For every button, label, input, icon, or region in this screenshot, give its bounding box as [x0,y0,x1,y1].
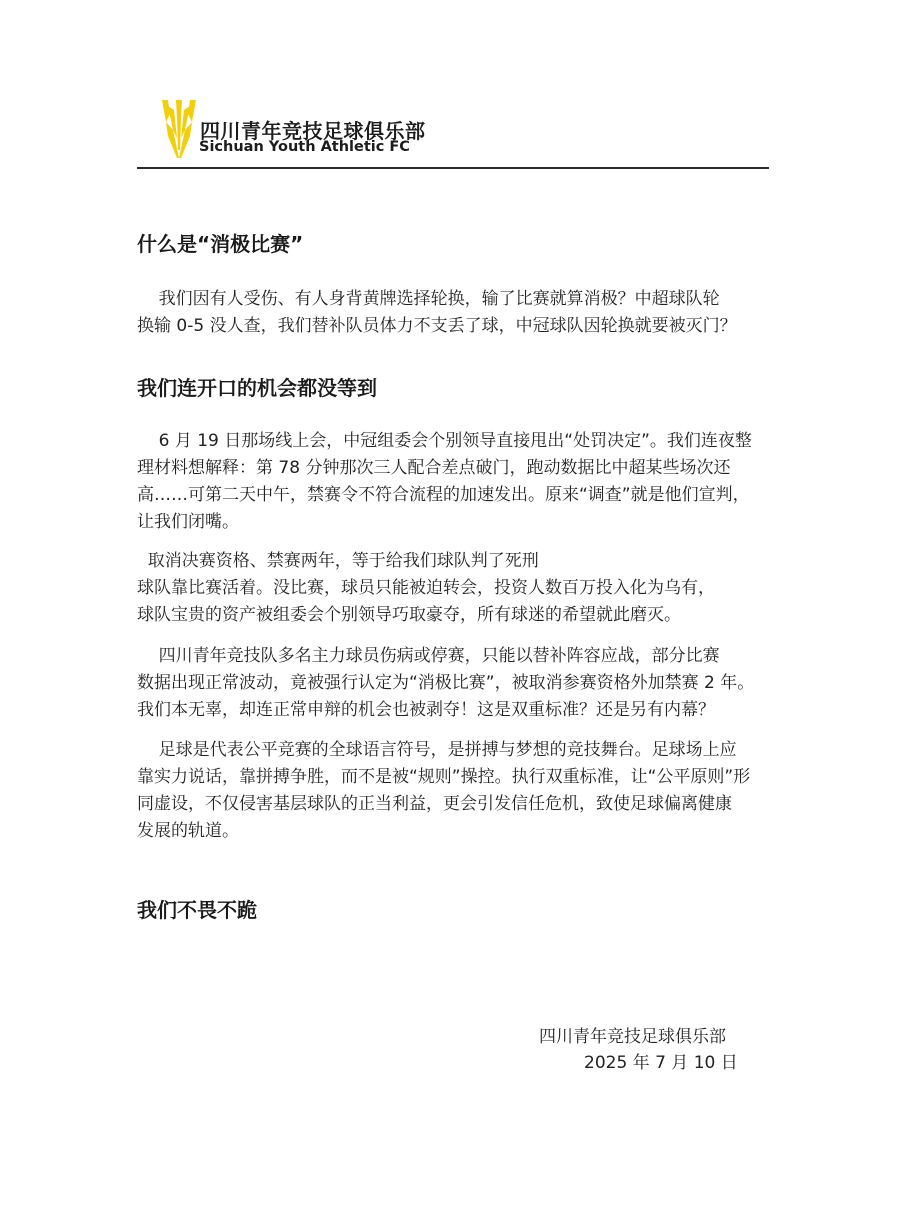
header-divider [137,167,769,169]
paragraph-line: 取消决赛资格、禁赛两年，等于给我们球队判了死刑 [137,551,539,571]
letterhead [162,97,562,161]
paragraph-line: 高……可第二天中午，禁赛令不符合流程的加速发出。原来“调查”就是他们宣判， [137,485,750,505]
paragraph-line: 理材料想解释：第 78 分钟那次三人配合差点破门，跑动数据比中超某些场次还 [137,458,731,478]
paragraph-line: 足球是代表公平竞赛的全球语言符号，是拼搏与梦想的竞技舞台。足球场上应 [137,740,737,760]
paragraph-line: 靠实力说话，靠拼搏争胜，而不是被“规则”操控。执行双重标准，让“公平原则”形 [137,767,751,787]
paragraph-no-chance [137,428,787,536]
paragraph-line: 6 月 19 日那场线上会，中冠组委会个别领导直接甩出“处罚决定”。我们连夜整 [137,431,752,451]
paragraph-line: 球队靠比赛活着。没比赛，球员只能被迫转会，投资人数百万投入化为乌有， [137,578,715,598]
paragraph-passive-play [137,286,787,340]
paragraph-line: 让我们闭嘴。 [137,512,239,532]
paragraph-fair-play [137,737,787,845]
paragraph-death-sentence [137,548,787,629]
paragraph-line: 发展的轨道。 [137,821,239,841]
paragraph-line: 同虚设，不仅侵害基层球队的正当利益，更会引发信任危机，致使足球偏离健康 [137,794,732,814]
paragraph-line: 四川青年竞技队多名主力球员伤病或停赛，只能以替补阵容应战，部分比赛 [137,646,720,666]
club-logo-icon [162,100,196,158]
paragraph-line: 换输 0-5 没人查，我们替补队员体力不支丢了球，中冠球队因轮换就要被灭门？ [137,316,737,336]
section-heading-passive-play: 什么是“消极比赛” [137,232,304,256]
paragraph-line: 数据出现正常波动，竟被强行认定为“消极比赛”，被取消参赛资格外加禁赛 2 年。 [137,673,755,693]
paragraph-double-standard [137,643,787,724]
paragraph-line: 我们因有人受伤、有人身背黄牌选择轮换，输了比赛就算消极？中超球队轮 [137,289,720,309]
club-name-chinese: 四川青年竞技足球俱乐部 [200,119,426,143]
section-heading-no-chance: 我们连开口的机会都没等到 [137,376,377,400]
paragraph-line: 我们本无辜，却连正常申辩的机会也被剥夺！这是双重标准？还是另有内幕？ [137,700,715,720]
signature-organization: 四川青年竞技足球俱乐部 [539,1027,726,1047]
paragraph-line: 球队宝贵的资产被组委会个别领导巧取豪夺，所有球迷的希望就此磨灭。 [137,605,681,625]
club-name-english: Sichuan Youth Athletic FC [199,139,410,155]
signature-date: 2025 年 7 月 10 日 [584,1053,738,1073]
closing-heading: 我们不畏不跪 [137,898,257,922]
